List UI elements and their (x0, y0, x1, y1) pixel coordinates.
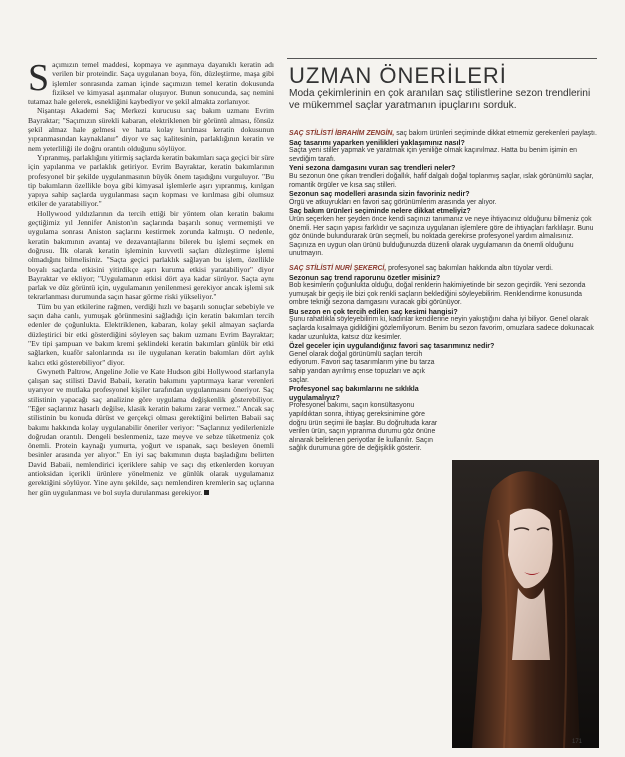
question: Özel geceler için uygulandığınız favori saç tasarımınız nedir? (289, 342, 495, 351)
stylist-name: SAÇ STİLİSTİ NURİ ŞEKERCİ, (289, 264, 387, 272)
article-paragraph: Saçımızın temel maddesi, kopmaya ve aşınmaya dayanıklı keratin adı verilen bir proteindir. Saça uygulanan boya, fön, düzleştirme, maşa gibi işlemler sonrasında zaman içinde saçımızın temel keratin dokusunda fiziksel ve kimyasal aşınmalar oluşuyor. Bunun sonucunda, saç nemini tutamaz hale gelerek, esnekliğini kaybediyor ve şekil almakta zorlanıyor. (28, 60, 274, 107)
question: Saç tasarımı yaparken yenilikleri yaklaşımınız nasıl? (289, 138, 465, 147)
article-paragraph: Hollywood yıldızlarının da tercih ettiği bir yöntem olan keratin bakımı geçtiğimiz yıl Jennifer Aniston'ın saçlarında başarılı sonuç vermemişti ve uygulama sonrası Aniston saçlarını kestirmek zorunda kalmıştı. O nedenle, keratin bakımının avantaj ve dezavantajlarını bilerek bu işlemi seçmek en doğrusu. İlk olarak keratin işleminin kuvvetli saçları düzleştirme işlemi olmadığını bilmelisiniz. "Saçta geçici parlaklık sağlayan bu işlem, özellikle boyalı saçlarda etkisini yitirdikçe aşırı kuruma etkisi yaratabiliyor" diyor Bayraktar ve ekliyor; "Uygulamanın etkisi dört aya kadar sürüyor. Saçta aynı parlak ve düz görüntü için, uygulamanın yenilenmesi gerekiyor ancak işlemi sık tekrarlanması durumunda saçın hasar görme riski yükseliyor." (28, 208, 274, 302)
answer: Genel olarak doğal görünümlü saçları tercih ediyorum. Favori saç tasarımlarım yine bu tarza sahip yandan ayrılmış ense topuzları ve açık saçlar. (289, 350, 435, 384)
divider (287, 58, 597, 59)
answer: Ürün seçerken her şeyden önce kendi saçınızı tanımanız ve neye ihtiyacınız olduğunu bilmeniz çok önemli. Her saçın yapısı farklıdır ve saçınıza uygulanan işlemlere göre de ihtiyaçları farklılaşır. Bunu göz önünde bulundurarak ürün seçmeli, bu noktada gerekirse profesyonel yardım almalısınız. Saçınıza en uygun olan ürünü bulduğunuzda düzenli olarak uygulamanın da önemli olduğunu unutmayın. (289, 215, 594, 258)
question: Profesyonel saç bakımlarını ne sıklıkla uygulamalıyız? (289, 385, 419, 402)
stylist-intro: SAÇ STİLİSTİ İBRAHİM ZENGİN, saç bakım ürünleri seçiminde dikkat etmemiz gerekenleri paylaştı. (289, 130, 597, 137)
answer: Saçta yeni stiller yapmak ve yaratmak için yeniliğe olmak kaçınılmaz. Hatta bu benim işimin en sevdiğim tarafı. (289, 147, 577, 163)
model-portrait-image (452, 460, 599, 748)
drop-cap: S (28, 60, 50, 99)
question: Sezonun saç trend raporunu özetler misiniz? (289, 273, 441, 282)
interview-text (289, 130, 599, 454)
answer: Profesyonel bakımı, saçın konsültasyonu yapıldıktan sonra, ihtiyaç gereksinimine göre doğru ürün seçimi ile başlar. Bu doğrultuda karar verilen ürün, saçın yıpranma durumu göz önüne alınarak belirlenen periyotlar ile kullanılır. Saçın sağlık durumuna göre de değişiklik gösterir. (289, 402, 438, 453)
page-number: 171 (572, 739, 583, 745)
model-photo (452, 460, 599, 748)
section-lead: Moda çekimlerinin en çok aranılan saç stilistlerine sezon trendlerini ve mükemmel saçlar yaratmanın ipuçlarını sorduk. (289, 88, 591, 112)
end-mark-icon (204, 490, 209, 495)
question: Saç bakım ürünleri seçiminde nelere dikkat etmeliyiz? (289, 207, 471, 216)
expert-tips-column (287, 58, 605, 748)
question: Sezonun saç modelleri arasında sizin favoriniz nedir? (289, 190, 470, 199)
article-paragraph: Gwyneth Paltrow, Angeline Jolie ve Kate Hudson gibi Hollywood starlarıyla çalışan saç stilisti David Babaii, keratin bakımını yaptırmaya karar verenleri uyarıyor ve mutlaka profesyonel kişiler tarafından uygulanmasını öneriyor. Saç stilistinin yapacağı saç analizine göre uygulama değişkenlik gösterebiliyor. "Eğer saçlarınız hasarlı değilse, klasik keratin bakımı zarar vermez." Ancak saç stilistinin bu konuda dürüst ve gerçekçi olması gerektiğini belirten Babaii saç bakımı hakkında kolay uygulanabilir öneriler veriyor: "Saçlarınız yedilerlenizle doğrudan orantılı. Dengeli beslenmeniz, taze meyve ve sebze tüketmeniz çok önemli. Protein kaynağı yumurta, yoğurt ve ıspanak, saçı besleyen önemli besinler arasında yer alıyor." En iyi saç bakımının duşta başladığını belirten David Babaii, nemlendirici içeriklere sahip ve saçı dış etkenlerden koruyan antioksidan içerikli ürünlere yönelmeniz ve günlük olarak uygulamanız gerektiğini söylüyor. Yine aynı şekilde, saçı nemlendiren kremlerin saç uçlarına her gün uygulanması ve bol suyla durulanması gerekiyor. (28, 366, 274, 497)
stylist-name: SAÇ STİLİSTİ İBRAHİM ZENGİN, (289, 130, 395, 137)
article-paragraph: Nişantaşı Akademi Saç Merkezi kurucusu saç bakım uzmanı Evrim Bayraktar; "Saçımızın sürekli kabaran, elektriklenen bir görüntü alması, fönsüz şekil almaz hale gelmesi ve hatta kolay kırılması keratin dokusunun yıpranmasından kaynaklanır" diyor ve saç kalitesinin, parlaklığının keratin ve nem yeterliliği ile doğru orantılı olduğunu söylüyor. (28, 106, 274, 153)
question: Yeni sezona damgasını vuran saç trendleri neler? (289, 164, 456, 173)
stylist-intro: SAÇ STİLİSTİ NURİ ŞEKERCİ, profesyonel saç bakımları hakkında altın tüyolar verdi. (289, 264, 553, 272)
answer: Bob kesimlerin çoğunlukta olduğu, doğal renklerin hakimiyetinde bir sezon geçirdik. Yeni sezonda yumuşak bir geçiş ile bizi çok renkli saçların beklediğini söyleyebilirim. Renklendirme konusunda ombre tekniği sezona damgasını vuracak gibi görünüyor. (289, 282, 586, 307)
answer: Şunu rahatlıkla söyleyebilirim ki, kadınlar kendilerine neyin yakıştığını daha iyi biliyor. Genel olarak saçlarda kısalmaya gidildiğini gözlemliyorum. Benim bu sezon favorim, omuzlara sadece dokunacak kadar uzunlukta, katsız düz kesimler. (289, 316, 594, 341)
section-title: UZMAN ÖNERİLERİ (289, 63, 507, 88)
question: Bu sezon en çok tercih edilen saç kesimi hangisi? (289, 307, 458, 316)
answer: Örgü ve atkuyrukları en favori saç görünümlerim arasında yer alıyor. (289, 198, 497, 206)
answer: Bu sezonun öne çıkan trendleri doğallık, hafif dalgalı doğal toplanmış saçlar, ıslak görünümlü saçlar, romantik örgüler ve kısa saç stilleri. (289, 172, 594, 189)
article-paragraph: Yıpranmış, parlaklığını yitirmiş saçlarda keratin bakımları saça geçici bir süre için yapılanma ve parlaklık getiriyor. Evrim Bayraktar, keratin bakımlarının profesyonel bir şekilde uygulanmasının büyük önem taşıdığını vurguluyor. "Bu tip bakımların özellikle boya gibi kimyasal işlemlerle aşırı yıpranmış, kırılgan yapıya sahip saçlarda uygulanması saçın kopması ve kırılması gibi olumsuz etkiler de yaratabiliyor." (28, 152, 274, 209)
article-column (28, 60, 274, 720)
article-paragraph: Tüm bu yan etkilerine rağmen, verdiği hızlı ve başarılı sonuçlar sebebiyle ve saçın daha canlı, yumuşak görünmesini sağladığı için keratin bakımları tercih edenler de çoğunlukta. Elektriklenen, kabaran, kolay şekil almayan saçlarda düzleştirici bir etki gösterdiğini söyleyen saç bakım uzmanı Evrim Bayraktar; "Ev tipi şampuan ve bakım kremi şeklindeki keratin bakımları günlük bir etki sağlarken, kuaför salonlarında ısı ile uygulanan keratin bakımları dört aylık kalıcı etki gösterebiliyor" diyor. (28, 301, 274, 367)
